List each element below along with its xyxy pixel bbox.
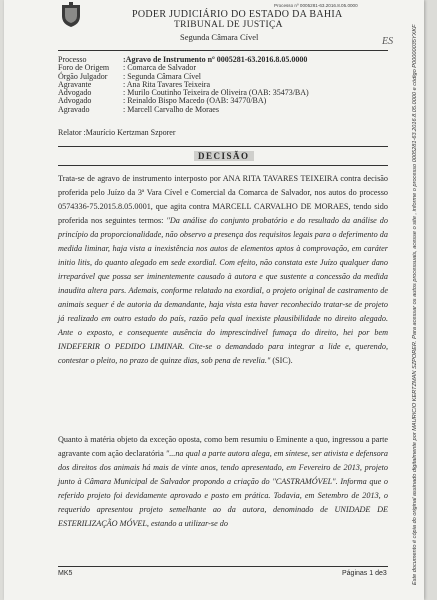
meta-label: Advogado [58,96,92,106]
meta-row-agravado [58,106,309,114]
process-reference: Processo nº 0005281-63.2016.8.05.0000 [274,3,358,8]
divider [58,165,388,166]
meta-value: :Agravo de Instrumento nº 0005281-63.2016.8.05.0000 [123,55,308,64]
meta-value: : Reinaldo Bispo Macedo (OAB: 34770/BA) [123,96,267,106]
page-number: Páginas 1 de3 [342,570,387,577]
divider [58,50,388,51]
paragraph-text: Quanto à matéria objeto da exceção oposta, como bem resumiu o Eminente a quo, ingressou a parte agravante com ação declaratória [58,435,388,458]
body-paragraph-2 [58,433,388,531]
meta-value: : Marcell Carvalho de Moraes [123,104,219,114]
digital-signature-note: Este documento é cópia do original assinado digitalmente por MAURICIO KERTZMAN SZPORER. Para acessar os autos processuais, acesse o site , informe o processo 0005281-63.2016.8.05.0000 e código P00000035YXKF [412,24,418,585]
body-paragraph-1 [58,172,388,368]
footer-code: MK5 [58,570,73,577]
meta-label: Foro de Origem [58,63,110,73]
meta-label: Processo [58,55,87,64]
meta-label: Agravante [58,79,92,89]
side-margin [400,24,430,590]
quoted-excerpt: "...na qual a parte autora alega, em síntese, ser ativista e defensora dos direitos dos animais há mais de vinte anos, tendo apresentado, em Fevereiro de 2013, projeto junto à Câmara Municipal de Salvador propondo a criação do "CASTRAMÓVEL". Informa que o referido projeto foi devidamente aprovado e posto em prática. Todavia, em Setembro de 2013, o requerido apresentou projeto semelhante ao da autora, denominado de UNIDADE DE ESTERILIZAÇÃO MÓVEL, estando a utilizar-se do [58,449,388,528]
meta-value: : Ana Rita Tavares Teixeira [123,79,210,89]
footer-divider [58,566,388,567]
court-name: PODER JUDICIÁRIO DO ESTADO DA BAHIA [132,9,343,20]
paragraph-text: Trata-se de agravo de instrumento interposto por ANA RITA TAVARES TEIXEIRA contra decisão proferida pelo Juízo da 3ª Vara Cível e Comercial da Comarca de Salvador, nos autos do processo 0574336-75.2015.8.05.0001, que agita contra MARCELL CARVALHO DE MORAES, tendo sido proferida nos seguintes termos: [58,174,388,225]
tribunal-name: TRIBUNAL DE JUSTIÇA [174,20,283,30]
paragraph-text: (SIC). [270,356,293,365]
document-page [4,0,424,600]
quoted-decision: "Da análise do conjunto probatório e do resultado da análise do princípio da proporcionalidade, não observo a presença dos requisitos legais para o deferimento da medida liminar, haja vista a inexistência nos autos de elementos aptos à comprovação, em caráter initio litis, do quanto alegado em sede exordial. Com efeito, não constata este Juízo qualquer dano irreparável que possa ser iminentemente causado à autora e que sustente a concessão da medida inaudita altera pars. Ademais, conforme relatado na exordial, o projeto original de castramento de animais sequer é de autoria da demandante, haja vista esta haver reconhecido tratar-se de projeto já realizado em outro estado do país, razão pela qual inexiste plausibilidade no direito alegado. Ante o exposto, e consequente ausência do imprescindível fumaça do direito, hei por bem INDEFERIR O PEDIDO LIMINAR. Cite-se o demandado para integrar a lide e, querendo, contestar o pleito, no prazo de quinze dias, sob pena de revelia." [58,216,388,365]
meta-value: : Murilo Coutinho Teixeira de Oliveira (OAB: 35473/BA) [123,88,309,98]
section-title: DECISÃO [194,151,254,161]
meta-label: Agravado [58,104,90,114]
divider [58,146,388,147]
meta-label: Órgão Julgador [58,71,108,81]
meta-value: : Comarca de Salvador [123,63,197,73]
chamber-name: Segunda Câmara Cível [180,32,259,42]
meta-value: : Segunda Câmara Cível [123,71,201,81]
relator: Relator :Maurício Kertzman Szporer [58,128,176,137]
handwritten-mark: ES [382,36,394,47]
case-metadata [58,56,309,114]
meta-label: Advogado [58,88,92,98]
coat-of-arms-icon [60,2,82,28]
